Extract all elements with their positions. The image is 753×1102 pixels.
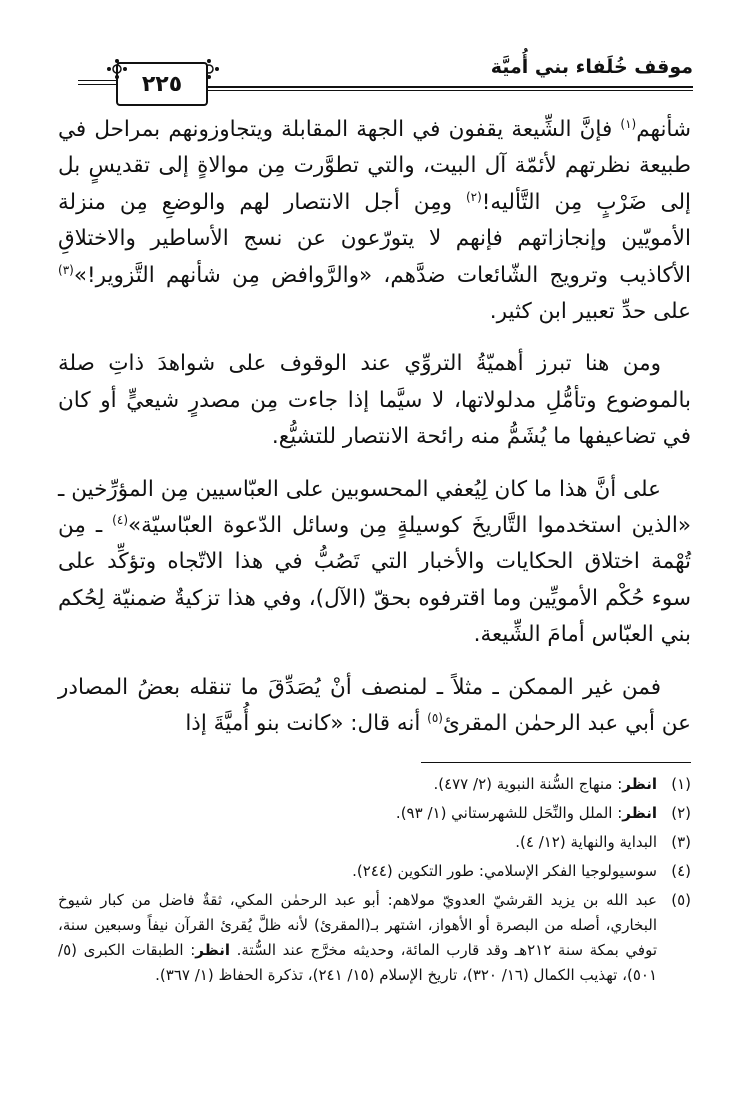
footnote (58, 830, 691, 855)
footnote-ref: (٥) (427, 710, 443, 725)
footnote-ref: (٤) (112, 512, 128, 527)
paragraph (58, 670, 691, 743)
footnote-separator (421, 762, 691, 763)
page-number: ٢٢٥ (116, 62, 208, 106)
running-title: موقف خُلَفاء بني أُميَّة (490, 56, 693, 78)
text-run: فمن غير الممكن ـ مثلاً ـ لمنصف أنْ يُصَدِّقَ ما تنقله بعضُ المصادر عن أبي عبد الرحمٰن المقرئ (58, 674, 691, 737)
footnote-number: (١) (671, 775, 691, 793)
footnote-text (58, 772, 657, 797)
footnote-ref: (٣) (58, 262, 74, 277)
footnote-text (58, 830, 657, 855)
paragraph (58, 472, 691, 654)
paragraph (58, 112, 691, 330)
footnote (58, 772, 691, 797)
floral-ornament-icon (106, 58, 128, 80)
text-run: ـ مِن تُهْمة اختلاق الحكايات والأخبار التي تَصُبُّ في هذا الاتّجاه وتؤكِّد على سوء حُكْم الأمويِّين وما اقترفوه بحقّ (الآل)، وفي هذا تزكيةٌ ضمنيّة لِحُكم بني العبّاس أمامَ الشِّيعة. (58, 513, 691, 648)
footnote-label: انظر (195, 941, 230, 959)
text-run: ومن هنا تبرز أهميّةُ التروِّي عند الوقوف على شواهدَ ذاتِ صلة بالموضوع وتأمُّلِ مدلولاتها، لا سيَّما إذا جاءت مِن مصدرٍ شيعيٍّ أو كان في تضاعيفها ما يُشَمُّ منه رائحة الانتصار للتشيُّع. (58, 351, 691, 450)
footnote-label: انظر (622, 775, 657, 793)
footnote-label: انظر (622, 804, 657, 822)
footnote (58, 801, 691, 826)
footnote-body: البداية والنهاية (١٢/ ٤). (515, 833, 657, 851)
text-run: شأنهم (636, 117, 691, 142)
footnote-body: : الملل والنِّحَل للشهرستاني (١/ ٩٣). (395, 804, 623, 822)
footnote (58, 859, 691, 884)
footnote-text (58, 801, 657, 826)
footnote (58, 888, 691, 988)
text-run: على أنَّ هذا ما كان لِيُعفي المحسوبين على العبّاسيين مِن المؤرِّخين ـ «الذين استخدموا التَّاريخَ كوسيلةٍ مِن وسائل الدّعوة العبّاسيّة» (58, 476, 691, 539)
footnote-body: عبد الله بن يزيد القرشيّ العدويّ مولاهم: أبو عبد الرحمٰن المكي، ثقةٌ فاضل من كبار شيوخ البخاري، أصله من البصرة أو الأهواز، اشتهر بـ(المقرئ) لأنه ظلَّ يُقرئ القرآن نيفاً وسبعين سنة، توفي بمكة سنة ٢١٢هـ وقد قارب المائة، وحديثه مخرَّج عند السُّتة. (58, 891, 658, 959)
footnote-number: (٥) (671, 891, 691, 909)
footnote-body: سوسيولوجيا الفكر الإسلامي: طور التكوين (٢٤٤). (352, 862, 657, 880)
footnote-ref: (٢) (465, 189, 482, 204)
footnote-body: : الطبقات الكبرى (٥/ ٥٠١)، تهذيب الكمال (١٦/ ٣٢٠)، تاريخ الإسلام (١٥/ ٢٤١)، تذكرة الحفاظ (١/ ٣٦٧). (58, 941, 657, 984)
footnote-number: (٣) (671, 833, 691, 851)
footnote-number: (٤) (671, 862, 691, 880)
paragraph (58, 346, 691, 455)
text-run: على حدِّ تعبير ابن كثير. (489, 299, 691, 325)
header-rule-thin (208, 90, 693, 91)
header-rule (208, 86, 693, 88)
footnote-text (58, 859, 657, 884)
footnote-number: (٢) (671, 804, 691, 822)
text-run: أنه قال: «كانت بنو أُميَّةَ إذا (185, 711, 428, 737)
footnotes (58, 772, 691, 992)
header-side-lines (78, 80, 118, 88)
text-run: فإنَّ الشِّيعة يقفون في الجهة المقابلة ويتجاوزونهم بمراحل في طبيعة نظرتهم لأئمّة آل البيت، والتي تطوَّرت مِن موالاةٍ إلى تقديسٍ بل إلى ضَرْبٍ مِن التَّأليه! (58, 117, 691, 215)
footnote-ref: (١) (620, 116, 637, 131)
footnote-body: : منهاج السُّنة النبوية (٢/ ٤٧٧). (433, 775, 623, 793)
footnote-text (58, 888, 657, 988)
text-run: ومِن أجل الانتصار لهم والوضعِ مِن منزلة الأمويّين وإنجازاتهم فإنهم لا يتورّعون عن نسج الأساطير والاختلاقِ الأكاذيب وترويج الشّائعات ضدَّهم، «والرَّوافض مِن شأنهم التَّزوير!» (58, 189, 691, 288)
page-header (88, 50, 693, 110)
body-text (58, 112, 691, 759)
